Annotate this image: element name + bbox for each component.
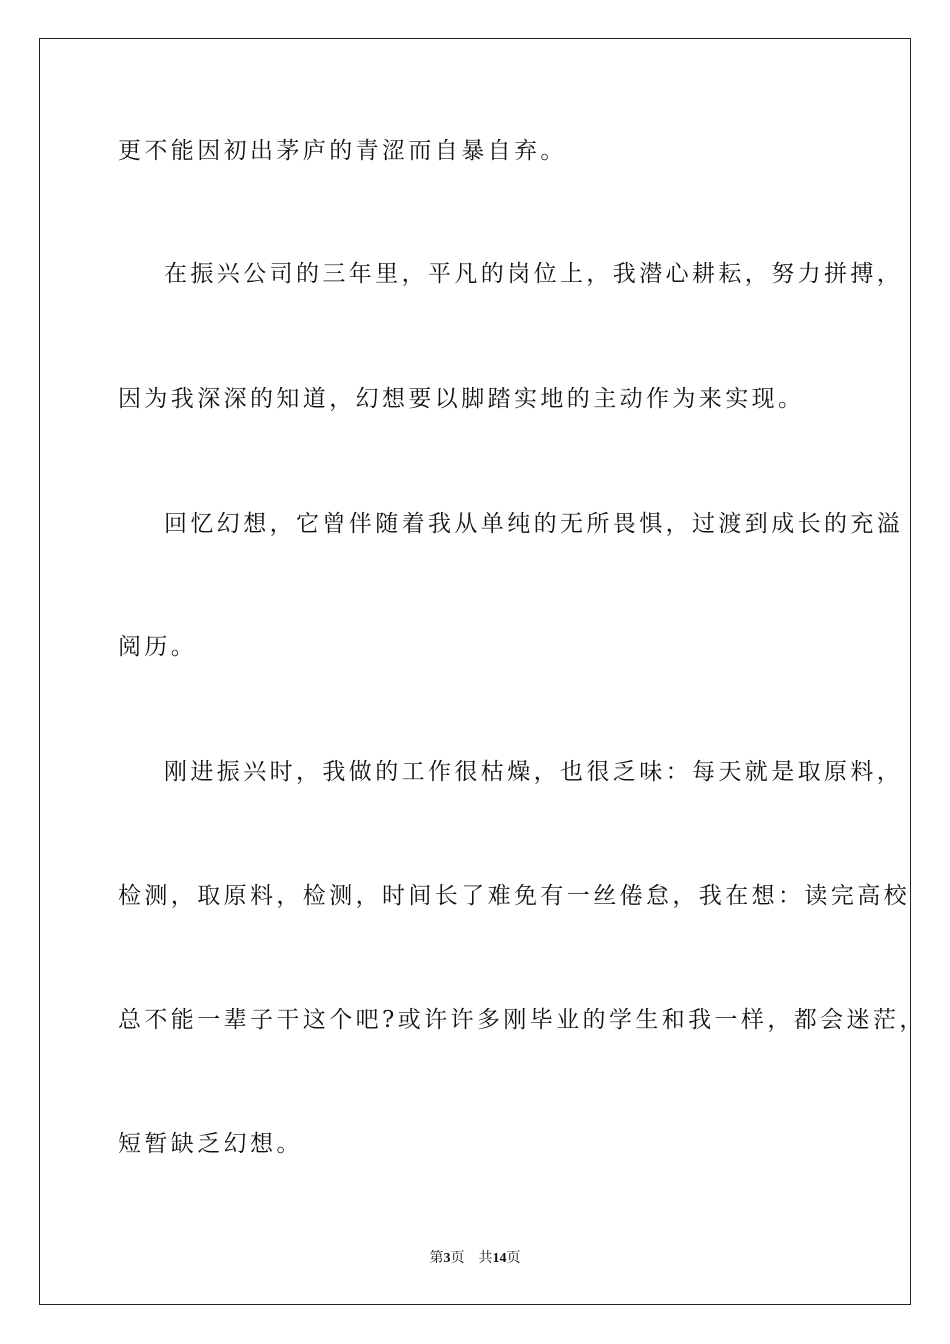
text-line-8: 总不能一辈子干这个吧?或许许多刚毕业的学生和我一样，都会迷茫， (118, 1007, 926, 1033)
text-line-3: 因为我深深的知道，幻想要以脚踏实地的主动作为来实现。 (118, 386, 805, 412)
text-line-7: 检测，取原料，检测，时间长了难免有一丝倦怠，我在想：读完高校 (118, 883, 910, 909)
paragraph-start-line-4: 回忆幻想，它曾伴随着我从单纯的无所畏惧，过渡到成长的充溢 (164, 511, 904, 537)
paragraph-start-line-6: 刚进振兴时，我做的工作很枯燥，也很乏味：每天就是取原料， (164, 759, 904, 785)
page-suffix: 页 (450, 1251, 465, 1266)
page-footer (0, 1247, 950, 1267)
page-prefix: 第 (429, 1251, 444, 1266)
text-line-9: 短暂缺乏幻想。 (118, 1131, 303, 1157)
page-frame (39, 38, 911, 1305)
total-pages-number: 14 (492, 1251, 507, 1266)
text-line-1: 更不能因初出茅庐的青涩而自暴自弃。 (118, 138, 567, 164)
total-prefix: 共 (478, 1251, 493, 1266)
current-page-number: 3 (443, 1251, 451, 1266)
text-line-5: 阅历。 (118, 634, 198, 660)
paragraph-start-line-2: 在振兴公司的三年里，平凡的岗位上，我潜心耕耘，努力拼搏， (164, 261, 904, 287)
total-suffix: 页 (506, 1251, 521, 1266)
